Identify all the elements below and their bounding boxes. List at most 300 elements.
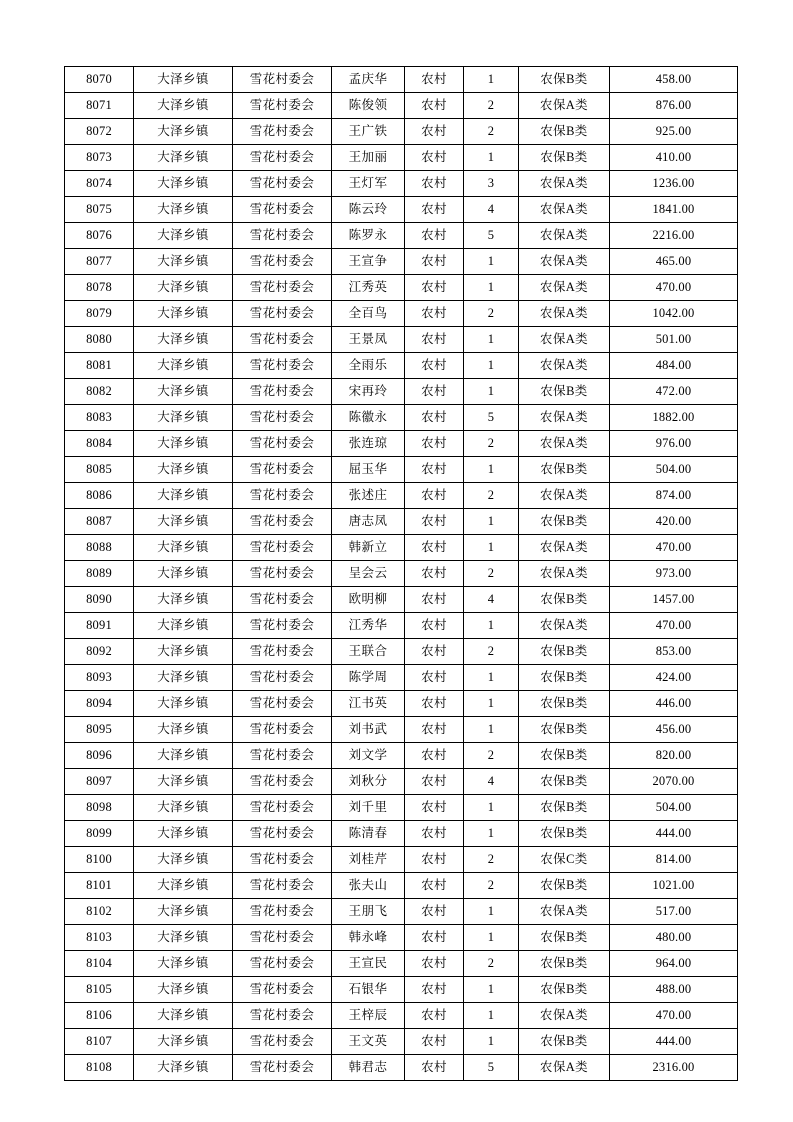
cell-household-type: 农村 (405, 431, 464, 457)
cell-town: 大泽乡镇 (134, 379, 233, 405)
cell-category: 农保B类 (519, 717, 610, 743)
cell-id: 8076 (65, 223, 134, 249)
table-row (65, 67, 738, 93)
cell-category: 农保A类 (519, 431, 610, 457)
cell-amount: 444.00 (610, 821, 738, 847)
cell-category: 农保B类 (519, 587, 610, 613)
cell-person-count: 1 (464, 145, 519, 171)
cell-village: 雪花村委会 (233, 509, 332, 535)
cell-household-type: 农村 (405, 67, 464, 93)
subsidy-table (64, 66, 738, 1081)
cell-household-type: 农村 (405, 847, 464, 873)
cell-household-type: 农村 (405, 613, 464, 639)
cell-village: 雪花村委会 (233, 1003, 332, 1029)
cell-person-count: 1 (464, 899, 519, 925)
cell-name: 张连琼 (332, 431, 405, 457)
cell-name: 石银华 (332, 977, 405, 1003)
cell-amount: 470.00 (610, 613, 738, 639)
cell-household-type: 农村 (405, 353, 464, 379)
cell-household-type: 农村 (405, 665, 464, 691)
cell-household-type: 农村 (405, 93, 464, 119)
cell-town: 大泽乡镇 (134, 145, 233, 171)
cell-person-count: 2 (464, 561, 519, 587)
cell-amount: 472.00 (610, 379, 738, 405)
cell-amount: 501.00 (610, 327, 738, 353)
cell-id: 8079 (65, 301, 134, 327)
cell-category: 农保A类 (519, 301, 610, 327)
cell-id: 8099 (65, 821, 134, 847)
cell-town: 大泽乡镇 (134, 561, 233, 587)
table-row (65, 847, 738, 873)
cell-person-count: 2 (464, 873, 519, 899)
cell-town: 大泽乡镇 (134, 509, 233, 535)
table-row (65, 197, 738, 223)
cell-town: 大泽乡镇 (134, 431, 233, 457)
cell-town: 大泽乡镇 (134, 1029, 233, 1055)
cell-person-count: 2 (464, 743, 519, 769)
cell-category: 农保B类 (519, 1029, 610, 1055)
cell-household-type: 农村 (405, 379, 464, 405)
cell-category: 农保B类 (519, 769, 610, 795)
cell-category: 农保A类 (519, 197, 610, 223)
cell-amount: 465.00 (610, 249, 738, 275)
cell-person-count: 2 (464, 431, 519, 457)
cell-person-count: 1 (464, 249, 519, 275)
cell-village: 雪花村委会 (233, 301, 332, 327)
cell-village: 雪花村委会 (233, 327, 332, 353)
cell-amount: 2070.00 (610, 769, 738, 795)
cell-village: 雪花村委会 (233, 535, 332, 561)
cell-household-type: 农村 (405, 119, 464, 145)
cell-household-type: 农村 (405, 821, 464, 847)
cell-village: 雪花村委会 (233, 171, 332, 197)
cell-amount: 976.00 (610, 431, 738, 457)
cell-amount: 874.00 (610, 483, 738, 509)
cell-id: 8080 (65, 327, 134, 353)
cell-name: 陈清春 (332, 821, 405, 847)
cell-category: 农保B类 (519, 873, 610, 899)
cell-amount: 814.00 (610, 847, 738, 873)
cell-household-type: 农村 (405, 249, 464, 275)
cell-amount: 458.00 (610, 67, 738, 93)
cell-amount: 484.00 (610, 353, 738, 379)
cell-person-count: 3 (464, 171, 519, 197)
cell-id: 8105 (65, 977, 134, 1003)
cell-id: 8089 (65, 561, 134, 587)
cell-village: 雪花村委会 (233, 665, 332, 691)
cell-town: 大泽乡镇 (134, 1003, 233, 1029)
cell-town: 大泽乡镇 (134, 483, 233, 509)
cell-town: 大泽乡镇 (134, 925, 233, 951)
cell-category: 农保B类 (519, 119, 610, 145)
cell-name: 陈云玲 (332, 197, 405, 223)
cell-amount: 820.00 (610, 743, 738, 769)
cell-town: 大泽乡镇 (134, 353, 233, 379)
cell-category: 农保A类 (519, 171, 610, 197)
cell-person-count: 2 (464, 951, 519, 977)
table-row (65, 977, 738, 1003)
cell-category: 农保A类 (519, 613, 610, 639)
table-row (65, 1003, 738, 1029)
cell-village: 雪花村委会 (233, 145, 332, 171)
table-row (65, 379, 738, 405)
cell-person-count: 1 (464, 1003, 519, 1029)
cell-household-type: 农村 (405, 145, 464, 171)
cell-name: 刘书武 (332, 717, 405, 743)
table-row (65, 795, 738, 821)
cell-person-count: 1 (464, 327, 519, 353)
cell-name: 刘秋分 (332, 769, 405, 795)
cell-amount: 517.00 (610, 899, 738, 925)
cell-category: 农保B类 (519, 67, 610, 93)
table-row (65, 873, 738, 899)
table-row (65, 327, 738, 353)
cell-village: 雪花村委会 (233, 769, 332, 795)
cell-id: 8083 (65, 405, 134, 431)
cell-town: 大泽乡镇 (134, 93, 233, 119)
table-row (65, 769, 738, 795)
cell-amount: 2316.00 (610, 1055, 738, 1081)
cell-id: 8103 (65, 925, 134, 951)
cell-person-count: 1 (464, 795, 519, 821)
cell-village: 雪花村委会 (233, 275, 332, 301)
cell-id: 8106 (65, 1003, 134, 1029)
cell-person-count: 5 (464, 1055, 519, 1081)
cell-town: 大泽乡镇 (134, 249, 233, 275)
cell-town: 大泽乡镇 (134, 327, 233, 353)
table-row (65, 691, 738, 717)
cell-id: 8074 (65, 171, 134, 197)
cell-name: 陈徽永 (332, 405, 405, 431)
cell-id: 8070 (65, 67, 134, 93)
cell-name: 全雨乐 (332, 353, 405, 379)
cell-amount: 1457.00 (610, 587, 738, 613)
cell-town: 大泽乡镇 (134, 275, 233, 301)
cell-category: 农保A类 (519, 483, 610, 509)
cell-village: 雪花村委会 (233, 873, 332, 899)
cell-amount: 876.00 (610, 93, 738, 119)
cell-category: 农保B类 (519, 665, 610, 691)
cell-id: 8084 (65, 431, 134, 457)
cell-name: 屈玉华 (332, 457, 405, 483)
cell-person-count: 1 (464, 457, 519, 483)
cell-id: 8091 (65, 613, 134, 639)
cell-category: 农保A类 (519, 405, 610, 431)
cell-village: 雪花村委会 (233, 93, 332, 119)
cell-category: 农保B类 (519, 457, 610, 483)
cell-amount: 420.00 (610, 509, 738, 535)
cell-town: 大泽乡镇 (134, 717, 233, 743)
table-row (65, 639, 738, 665)
cell-person-count: 1 (464, 535, 519, 561)
cell-id: 8072 (65, 119, 134, 145)
cell-household-type: 农村 (405, 977, 464, 1003)
cell-id: 8073 (65, 145, 134, 171)
cell-person-count: 2 (464, 847, 519, 873)
cell-name: 陈罗永 (332, 223, 405, 249)
cell-category: 农保A类 (519, 327, 610, 353)
cell-amount: 480.00 (610, 925, 738, 951)
cell-amount: 470.00 (610, 275, 738, 301)
cell-person-count: 2 (464, 93, 519, 119)
cell-household-type: 农村 (405, 899, 464, 925)
cell-village: 雪花村委会 (233, 197, 332, 223)
cell-name: 唐志凤 (332, 509, 405, 535)
cell-town: 大泽乡镇 (134, 67, 233, 93)
cell-category: 农保B类 (519, 925, 610, 951)
table-row (65, 1055, 738, 1081)
cell-village: 雪花村委会 (233, 925, 332, 951)
cell-village: 雪花村委会 (233, 899, 332, 925)
cell-name: 王梓辰 (332, 1003, 405, 1029)
cell-id: 8094 (65, 691, 134, 717)
cell-name: 刘文学 (332, 743, 405, 769)
cell-category: 农保B类 (519, 951, 610, 977)
cell-id: 8092 (65, 639, 134, 665)
cell-town: 大泽乡镇 (134, 613, 233, 639)
cell-town: 大泽乡镇 (134, 977, 233, 1003)
cell-amount: 488.00 (610, 977, 738, 1003)
table-row (65, 353, 738, 379)
cell-town: 大泽乡镇 (134, 951, 233, 977)
cell-person-count: 2 (464, 301, 519, 327)
table-row (65, 93, 738, 119)
cell-household-type: 农村 (405, 1003, 464, 1029)
cell-household-type: 农村 (405, 717, 464, 743)
cell-name: 江秀华 (332, 613, 405, 639)
table-row (65, 223, 738, 249)
cell-amount: 973.00 (610, 561, 738, 587)
cell-name: 王朋飞 (332, 899, 405, 925)
cell-id: 8075 (65, 197, 134, 223)
table-row (65, 119, 738, 145)
cell-id: 8086 (65, 483, 134, 509)
cell-household-type: 农村 (405, 873, 464, 899)
cell-town: 大泽乡镇 (134, 301, 233, 327)
table-row (65, 275, 738, 301)
table-row (65, 301, 738, 327)
cell-category: 农保C类 (519, 847, 610, 873)
cell-category: 农保B类 (519, 509, 610, 535)
cell-category: 农保A类 (519, 275, 610, 301)
cell-household-type: 农村 (405, 405, 464, 431)
cell-name: 王宣民 (332, 951, 405, 977)
cell-amount: 853.00 (610, 639, 738, 665)
cell-household-type: 农村 (405, 743, 464, 769)
cell-amount: 470.00 (610, 1003, 738, 1029)
cell-town: 大泽乡镇 (134, 171, 233, 197)
cell-town: 大泽乡镇 (134, 587, 233, 613)
cell-village: 雪花村委会 (233, 613, 332, 639)
cell-amount: 2216.00 (610, 223, 738, 249)
cell-village: 雪花村委会 (233, 639, 332, 665)
cell-id: 8104 (65, 951, 134, 977)
cell-town: 大泽乡镇 (134, 743, 233, 769)
cell-id: 8098 (65, 795, 134, 821)
cell-village: 雪花村委会 (233, 1055, 332, 1081)
cell-id: 8085 (65, 457, 134, 483)
cell-name: 孟庆华 (332, 67, 405, 93)
cell-name: 陈学周 (332, 665, 405, 691)
cell-category: 农保A类 (519, 899, 610, 925)
cell-name: 韩新立 (332, 535, 405, 561)
cell-village: 雪花村委会 (233, 587, 332, 613)
cell-person-count: 4 (464, 769, 519, 795)
cell-village: 雪花村委会 (233, 977, 332, 1003)
cell-town: 大泽乡镇 (134, 873, 233, 899)
cell-person-count: 1 (464, 379, 519, 405)
cell-category: 农保A类 (519, 1055, 610, 1081)
cell-village: 雪花村委会 (233, 379, 332, 405)
cell-name: 王广铁 (332, 119, 405, 145)
cell-id: 8090 (65, 587, 134, 613)
cell-id: 8108 (65, 1055, 134, 1081)
cell-town: 大泽乡镇 (134, 1055, 233, 1081)
cell-name: 张夫山 (332, 873, 405, 899)
cell-household-type: 农村 (405, 301, 464, 327)
cell-amount: 424.00 (610, 665, 738, 691)
cell-category: 农保A类 (519, 561, 610, 587)
cell-amount: 456.00 (610, 717, 738, 743)
table-row (65, 509, 738, 535)
cell-household-type: 农村 (405, 691, 464, 717)
cell-town: 大泽乡镇 (134, 639, 233, 665)
table-row (65, 1029, 738, 1055)
cell-village: 雪花村委会 (233, 457, 332, 483)
cell-village: 雪花村委会 (233, 951, 332, 977)
cell-person-count: 1 (464, 821, 519, 847)
cell-household-type: 农村 (405, 925, 464, 951)
cell-id: 8071 (65, 93, 134, 119)
cell-village: 雪花村委会 (233, 795, 332, 821)
cell-id: 8097 (65, 769, 134, 795)
table-row (65, 249, 738, 275)
cell-category: 农保B类 (519, 691, 610, 717)
cell-village: 雪花村委会 (233, 1029, 332, 1055)
cell-town: 大泽乡镇 (134, 405, 233, 431)
cell-town: 大泽乡镇 (134, 535, 233, 561)
cell-amount: 1236.00 (610, 171, 738, 197)
table-row (65, 145, 738, 171)
cell-village: 雪花村委会 (233, 119, 332, 145)
cell-town: 大泽乡镇 (134, 223, 233, 249)
cell-town: 大泽乡镇 (134, 691, 233, 717)
cell-person-count: 1 (464, 509, 519, 535)
cell-category: 农保B类 (519, 379, 610, 405)
cell-name: 王文英 (332, 1029, 405, 1055)
cell-person-count: 2 (464, 639, 519, 665)
cell-household-type: 农村 (405, 1029, 464, 1055)
cell-id: 8096 (65, 743, 134, 769)
table-row (65, 561, 738, 587)
cell-id: 8107 (65, 1029, 134, 1055)
cell-person-count: 1 (464, 691, 519, 717)
cell-person-count: 1 (464, 977, 519, 1003)
table-body (65, 67, 738, 1081)
cell-town: 大泽乡镇 (134, 457, 233, 483)
cell-category: 农保A类 (519, 93, 610, 119)
cell-name: 江书英 (332, 691, 405, 717)
cell-amount: 410.00 (610, 145, 738, 171)
cell-person-count: 1 (464, 925, 519, 951)
cell-town: 大泽乡镇 (134, 899, 233, 925)
cell-amount: 504.00 (610, 457, 738, 483)
cell-amount: 1021.00 (610, 873, 738, 899)
cell-person-count: 5 (464, 223, 519, 249)
cell-amount: 470.00 (610, 535, 738, 561)
cell-person-count: 2 (464, 119, 519, 145)
cell-name: 全百鸟 (332, 301, 405, 327)
cell-person-count: 1 (464, 1029, 519, 1055)
cell-town: 大泽乡镇 (134, 821, 233, 847)
cell-household-type: 农村 (405, 223, 464, 249)
cell-household-type: 农村 (405, 951, 464, 977)
table-row (65, 821, 738, 847)
cell-amount: 964.00 (610, 951, 738, 977)
table-row (65, 899, 738, 925)
cell-person-count: 1 (464, 717, 519, 743)
cell-household-type: 农村 (405, 275, 464, 301)
cell-village: 雪花村委会 (233, 717, 332, 743)
cell-category: 农保A类 (519, 535, 610, 561)
table-row (65, 587, 738, 613)
cell-id: 8087 (65, 509, 134, 535)
cell-village: 雪花村委会 (233, 691, 332, 717)
cell-id: 8081 (65, 353, 134, 379)
cell-amount: 444.00 (610, 1029, 738, 1055)
table-row (65, 171, 738, 197)
cell-id: 8093 (65, 665, 134, 691)
cell-name: 韩永峰 (332, 925, 405, 951)
cell-category: 农保B类 (519, 639, 610, 665)
cell-household-type: 农村 (405, 795, 464, 821)
cell-person-count: 5 (464, 405, 519, 431)
cell-name: 江秀英 (332, 275, 405, 301)
table-row (65, 405, 738, 431)
cell-amount: 1882.00 (610, 405, 738, 431)
cell-household-type: 农村 (405, 535, 464, 561)
cell-person-count: 1 (464, 613, 519, 639)
cell-village: 雪花村委会 (233, 847, 332, 873)
cell-person-count: 1 (464, 665, 519, 691)
cell-town: 大泽乡镇 (134, 119, 233, 145)
cell-person-count: 1 (464, 275, 519, 301)
cell-category: 农保B类 (519, 977, 610, 1003)
cell-village: 雪花村委会 (233, 223, 332, 249)
cell-village: 雪花村委会 (233, 431, 332, 457)
cell-village: 雪花村委会 (233, 483, 332, 509)
table-row (65, 743, 738, 769)
cell-name: 王宣争 (332, 249, 405, 275)
table-row (65, 665, 738, 691)
cell-category: 农保A类 (519, 223, 610, 249)
cell-name: 王加丽 (332, 145, 405, 171)
cell-id: 8078 (65, 275, 134, 301)
cell-person-count: 2 (464, 483, 519, 509)
cell-village: 雪花村委会 (233, 405, 332, 431)
cell-person-count: 4 (464, 587, 519, 613)
cell-name: 陈俊领 (332, 93, 405, 119)
cell-household-type: 农村 (405, 327, 464, 353)
cell-id: 8082 (65, 379, 134, 405)
cell-amount: 1042.00 (610, 301, 738, 327)
cell-category: 农保A类 (519, 249, 610, 275)
cell-category: 农保B类 (519, 145, 610, 171)
cell-household-type: 农村 (405, 171, 464, 197)
cell-village: 雪花村委会 (233, 353, 332, 379)
cell-amount: 925.00 (610, 119, 738, 145)
cell-household-type: 农村 (405, 769, 464, 795)
